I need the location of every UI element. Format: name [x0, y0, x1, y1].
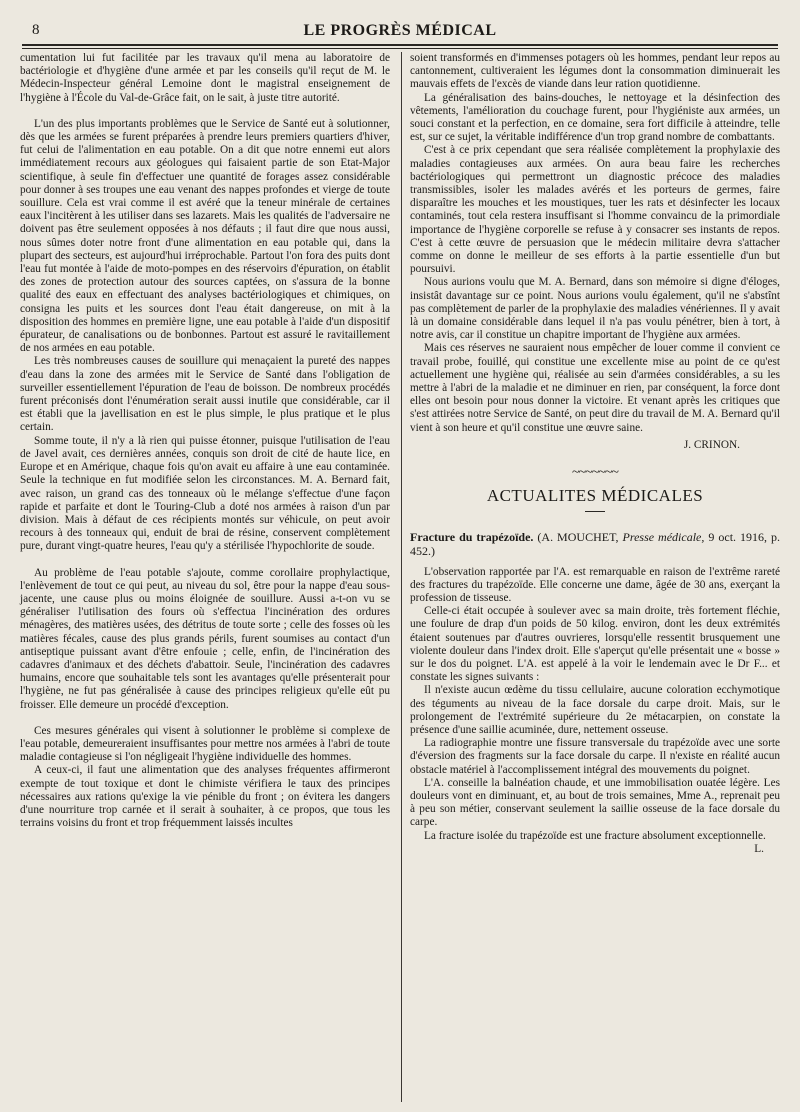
right-column	[410, 52, 780, 856]
article-date: 9 oct. 1916, p. 452.)	[410, 529, 781, 558]
paragraph: soient transformés en d'immenses potagers où les hommes, pendant leur repos au cantonnement, cultiveraient les légumes dont la consommation diminuerait les mauvais effets de l'excès de viande dans leur ration quotidienne.	[410, 52, 780, 91]
article-heading	[410, 530, 780, 558]
header-rule	[22, 44, 778, 46]
running-title: LE PROGRÈS MÉDICAL	[303, 22, 497, 39]
paragraph: Il n'existe aucun œdème du tissu cellulaire, aucune coloration ecchymotique des téguments au niveau de la face dorsale du carpe droit. Mais, sur le prolongement de l'extrémité supérieure du 2e métacarpien, on constate la présence d'une saillie acuminée, dure, nettement osseuse.	[410, 684, 780, 736]
paragraph: Nous aurions voulu que M. A. Bernard, dans son mémoire si digne d'éloges, insistât davantage sur ce point. Nous aurions voulu également, qu'il ne s'abstînt pas complètement de parler de la prophylaxie des maladies vénériennes. Il y avait là un domaine considérable dans lequel il n'a pas voulu pénétrer, bien à tort, à notre avis, car il constitue un chapitre important de l'hygiène aux armées.	[410, 276, 780, 342]
article-journal: Presse médicale,	[622, 529, 705, 544]
article-title: Fracture du trapézoïde.	[410, 529, 534, 544]
section-title: ACTUALITES MÉDICALES	[486, 486, 704, 506]
left-column	[20, 52, 390, 830]
paragraph: Celle-ci était occupée à soulever avec sa main droite, très fortement fléchie, une foulure de drap d'un poids de 50 kilog. environ, dont les deux extrémités étaient soutenues par d'autres ouvrieres, lorsqu'elle ressentit brusquement une violente douleur dans l'index droit. Elle s'aperçut qu'elle présentait une « bosse » sur le dos du poignet. L'A. est appelé à la voir le lendemain avec le Dr F... et constate les signes suivants :	[410, 605, 780, 684]
paragraph: cumentation lui fut facilitée par les travaux qu'il mena au laboratoire de bactériologie et d'hygiène d'une armée et par les conseils qu'il reçut de M. le Médecin-Inspecteur général Lemoine dont le magistral enseignement de l'hygiène à l'École du Val-de-Grâce fait, on le sait, à juste titre autorité.	[20, 52, 390, 104]
paragraph: Somme toute, il n'y a là rien qui puisse étonner, puisque l'utilisation de l'eau de Javel avait, ces dernières années, conquis son droit de cité de haute lice, en Europe et en Amérique, chaque fois qu'on avait eu affaire à une eau contaminée. Seule la technique en fut modifiée selon les circonstances. M. A. Bernard fait, avec raison, un grand cas des tonneaux où le mélange s'effectue d'une façon rapide et parfaite et dont le Touring-Club a doté nos armées à raison d'un par division. Mais à défaut de ces récipients montés sur véhicule, on peut avoir recours à des tonneaux qui, enduit de brai de résine, conservent complètement pure, durant vingt-quatre heures, l'eau qu'y a stérilisée l'hypochlorite de soude.	[20, 434, 390, 553]
page-number: 8	[32, 22, 40, 38]
paragraph: Mais ces réserves ne sauraient nous empêcher de louer comme il convient ce travail probe, fouillé, qui constitue une excellente mise au point de ce qu'est actuellement une hygiène qui, réalisée au sein d'armées considérables, a su les mettre à l'abri de la maladie et ne diminuer en rien, par conséquent, la force dont elles ont besoin pour nous donner la victoire. Et venant après les critiques que s'est attirées notre Service de Santé, on peut dire du travail de M. A. Bernard qu'il vient à son heure et qu'il constitue une œuvre saine.	[410, 342, 780, 434]
paragraph: L'observation rapportée par l'A. est remarquable en raison de l'extrême rareté des fractures du trapézoïde. Elle concerne une dame, âgée de 30 ans, exerçant la profession de tisseuse.	[410, 565, 780, 604]
page-header	[22, 18, 778, 44]
final-text: La fracture isolée du trapézoïde est une fracture absolument exceptionnelle.	[424, 829, 766, 842]
paragraph: L'A. conseille la balnéation chaude, et une immobilisation ouatée légère. Les douleurs vont en diminuant, et, au bout de trois semaines, Mme A., reprenait peu à peu son métier, conservant seulement la saillie osseuse de la face dorsale du carpe.	[410, 776, 780, 829]
final-paragraph	[410, 829, 780, 855]
paragraph: Au problème de l'eau potable s'ajoute, comme corollaire prophylactique, l'enlèvement de tout ce qui peut, au niveau du sol, être pour la nappe d'eau sous-jacente, une cause plus ou moins éloignée de souillure. Aussi a-t-on vu se généraliser l'utilisation des fours où s'effectua l'incinération des ordures ménagères, des matières usées, des détritus de toute sorte ; celle des fosses où les matières fécales, cause des plus grands périls, furent soumises au contact d'un antiseptique puissant avant d'être enfouie ; celle, enfin, de l'incinération des cadavres d'animaux et des déchets d'abattoir. Seule, l'incinération des cadavres humains, encore que souhaitable tels sont les avantages qu'elle présenterait pour l'hygiène, ne fut pas généralisée à cause des principes religieux qu'elle eût pu froisser. Elle demeure un procédé d'exception.	[20, 566, 390, 711]
paragraph: Les très nombreuses causes de souillure qui menaçaient la pureté des nappes d'eau dans la zone des armées mit le Service de Santé dans l'obligation de surveiller essentiellement l'épuration de l'eau de boisson. De nombreux procédés furent préconisés dont l'énumération serait aussi inutile que considérable, car il est établi que la javellisation en est le plus simple, le plus pratique et le plus certain.	[20, 355, 390, 434]
column-divider	[401, 52, 402, 1102]
short-rule	[585, 511, 605, 512]
header-rule-thin	[22, 48, 778, 49]
paragraph: La radiographie montre une fissure transversale du trapézoïde avec une sorte d'éversion des fragments sur la face dorsale du carpe. Il n'existe en réalité aucun obstacle matériel à l'accomplissement intégral des mouvements du poignet.	[410, 737, 780, 776]
article-signature: J. CRINON.	[683, 438, 740, 451]
ornament-divider: ~~~~~~~	[571, 465, 619, 481]
paragraph: La généralisation des bains-douches, le nettoyage et la désinfection des vêtements, l'amélioration du couchage furent, pour l'hygiéniste aux armées, un souci constant et la perfection, en ce domaine, sera fort difficile à atteindre, telle est, sur ce sujet, la véritable indifférence d'un trop grand nombre de combattants.	[410, 91, 780, 144]
paragraph: A ceux-ci, il faut une alimentation que des analyses fréquentes affirmeront exempte de tout toxique et dont le chimiste vérifiera le taux des principes nécessaires aux rations qu'exige la vie pénible du front ; on évitera les dangers d'une nourriture trop carnée et il serait à souhaiter, à ce propos, que tous les terrains voisins du front et trop fréquemment laissés incultes	[20, 764, 390, 830]
article-author: (A. MOUCHET,	[537, 529, 619, 544]
paragraph: Ces mesures générales qui visent à solutionner le problème si complexe de l'eau potable, demeureraient insuffisantes pour mettre nos armées à l'abri de toute maladie contagieuse si l'on négligeait l'hygiène individuelle des hommes.	[20, 724, 390, 764]
paragraph: L'un des plus importants problèmes que le Service de Santé eut à solutionner, dès que les armées se furent préparées à prendre leurs premiers quartiers d'hiver, fut celui de l'alimentation en eau potable. On a dit que notre ennemi eut alors immédiatement recours aux géologues qui faisaient partie de son Etat-Major scientifique, à seule fin d'effectuer une quantité de forages assez considérable pour donner à ses troupes une eau venant des nappes profondes et vierge de toute souillure. Cela est vrai comme il est avéré que la teneur minérale de certaines eaux l'incitèrent à les utiliser dans ses lazarets. Mais les qualités de l'adversaire ne doivent pas être seulement opposées à nos défauts ; il faut dire que nous aussi, nous sûmes doter notre front d'une alimentation en eau potable qui, dans la plupart des secteurs, est aujourd'hui irréprochable. Partout l'on fora des puits dont l'eau fut montée à l'aide de moto-pompes en des réservoirs d'épuration, on établit des zones de protection autour des sources captées, on s'assura de la bonne qualité des eaux en effectuant des analyses bactériologiques et chimiques, on consigna les puits et les sources dont l'eau était dangereuse, on mit à la disposition des hommes en première ligne, une eau potable à l'aide d'un dispositif épurateur, de canalisations ou de bonbonnes. Partout est assuré le ravitaillement de nos armées en eau potable.	[20, 117, 390, 355]
paragraph: C'est à ce prix cependant que sera réalisée complètement la prophylaxie des maladies contagieuses aux armées. On aura beau faire les recherches bactériologiques qui permettront un diagnostic précoce des maladies transmissibles, isoler les malades avérés et les porteurs de germes, faire disparaître les mouches et les moustiques, tuer les rats et désinfecter les locaux contaminés, tout cela restera insuffisant si l'homme convaincu de la primordiale importance de l'hygiène corporelle se refuse à y consacrer ses instants de repos. C'est à cette œuvre de persuasion que le médecin militaire devra s'attacher comme on donne le meilleur de ses efforts à la partie essentielle d'un but poursuivi.	[410, 144, 780, 276]
final-signature: L.	[754, 842, 764, 855]
